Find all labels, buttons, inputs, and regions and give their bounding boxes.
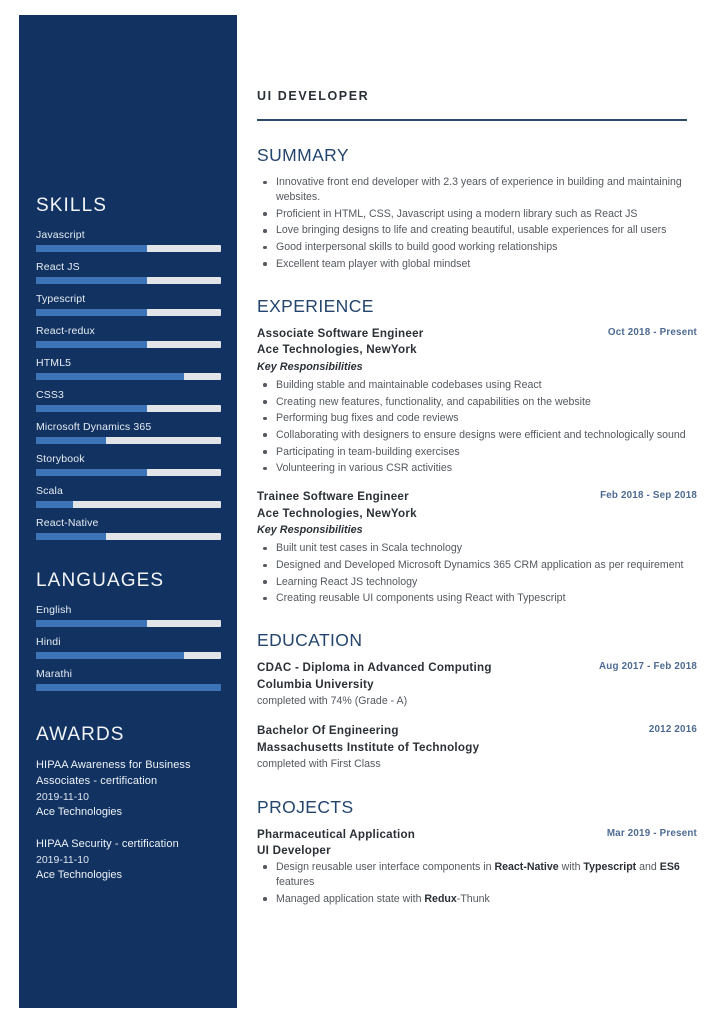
experience-entry [257,326,697,476]
skill-name: Microsoft Dynamics 365 [36,421,152,433]
skill-bar-fill [36,341,147,348]
skill-bar-fill [36,277,147,284]
bullet-item: Design reusable user interface components in React-Native with Typescript and ES6 features [257,860,697,890]
award-title: HIPAA Security - certification [36,838,179,851]
languages-heading: LANGUAGES [36,570,165,591]
summary-section [257,145,697,272]
bullet-item: Love bringing designs to life and creating beautiful, usable experiences for all users [257,223,697,238]
project-name: Pharmaceutical Application [257,828,416,842]
skill-bar-fill [36,245,147,252]
skill-row [36,453,220,476]
bullet-list [257,541,697,606]
skill-name: React JS [36,261,80,273]
entry-header [257,326,697,375]
experience-entry [257,489,697,606]
award-item [36,758,220,821]
skill-name: Javascript [36,229,85,241]
skill-bar-track [36,405,221,412]
skill-bar-fill [36,373,184,380]
education-section [257,630,697,773]
skill-bar-fill [36,469,147,476]
skill-bar-track [36,373,221,380]
language-name: English [36,604,72,616]
bullet-item: Proficient in HTML, CSS, Javascript using a modern library such as React JS [257,207,697,222]
entry-date: 2012 2016 [648,724,697,736]
title-divider [257,119,687,121]
bullet-item: Creating new features, functionality, and capabilities on the website [257,395,697,410]
skill-bar-fill [36,501,73,508]
awards-heading: AWARDS [36,724,125,745]
skill-name: Scala [36,485,64,497]
language-bar-fill [36,620,147,627]
main-content [257,0,697,920]
education-note: completed with 74% (Grade - A) [257,695,408,708]
language-bar-fill [36,684,221,691]
school-name: Massachusetts Institute of Technology [257,740,480,754]
skill-name: CSS3 [36,389,65,401]
skill-bar-track [36,469,221,476]
bullet-list [257,860,697,907]
award-title: HIPAA Awareness for Business Associates - certification [36,759,191,787]
language-bar-track [36,620,221,627]
entry-date: Aug 2017 - Feb 2018 [599,661,697,673]
skill-name: Typescript [36,293,86,305]
projects-list [257,827,697,907]
skill-bar-track [36,341,221,348]
project-entry [257,827,697,907]
bullet-list [257,175,697,272]
skill-name: React-redux [36,325,95,337]
skill-row [36,325,220,348]
award-org: Ace Technologies [36,869,123,882]
entry-date: Oct 2018 - Present [607,326,697,338]
bullet-item: Built unit test cases in Scala technology [257,541,697,556]
skills-section [36,195,220,540]
bullet-item: Learning React JS technology [257,575,697,590]
bullet-item: Managed application state with Redux-Thunk [257,892,697,907]
entry-role: Associate Software Engineer [257,326,424,340]
language-name: Marathi [36,668,73,680]
skill-bar-fill [36,533,106,540]
awards-list [36,758,220,884]
bullet-item: Designed and Developed Microsoft Dynamics 365 CRM application as per requirement [257,558,697,573]
entry-role: Trainee Software Engineer [257,490,409,504]
skill-row [36,293,220,316]
projects-heading: PROJECTS [257,797,354,818]
bullet-item: Excellent team player with global mindset [257,257,697,272]
skill-bar-track [36,309,221,316]
entry-org: Ace Technologies, NewYork [257,343,417,357]
page-title: UI DEVELOPER [257,89,370,103]
entry-header [257,489,697,538]
entry-date: Mar 2019 - Present [606,828,697,840]
bullet-list [257,378,697,476]
education-heading: EDUCATION [257,630,363,651]
skill-bar-track [36,533,221,540]
skill-bar-fill [36,405,147,412]
award-date: 2019-11-10 [36,790,89,803]
skill-name: React-Native [36,517,99,529]
skill-bar-track [36,437,221,444]
skill-bar-track [36,501,221,508]
award-item [36,837,220,884]
bullet-item: Volunteering in various CSR activities [257,461,697,476]
education-note: completed with First Class [257,758,381,771]
degree-name: Bachelor Of Engineering [257,724,399,738]
school-name: Columbia University [257,677,374,691]
language-row [36,604,220,627]
entry-org: Ace Technologies, NewYork [257,506,417,520]
entry-subheading: Key Responsibilities [257,524,363,537]
entry-date: Feb 2018 - Sep 2018 [600,490,697,502]
skill-row [36,261,220,284]
award-org: Ace Technologies [36,806,123,819]
skills-heading: SKILLS [36,195,108,216]
project-role: UI Developer [257,844,331,858]
languages-section [36,570,220,691]
summary-heading: SUMMARY [257,145,349,165]
skill-row [36,421,220,444]
skill-bar-fill [36,437,106,444]
skill-bar-track [36,245,221,252]
language-row [36,668,220,691]
bullet-item: Innovative front end developer with 2.3 years of experience in building and maintaining websites. [257,175,697,205]
education-list [257,660,697,773]
entry-header [257,723,697,756]
skill-bar-track [36,277,221,284]
bullet-item: Building stable and maintainable codebases using React [257,378,697,393]
projects-section [257,797,697,907]
award-date: 2019-11-10 [36,853,89,866]
bullet-item: Creating reusable UI components using React with Typescript [257,591,697,606]
skill-row [36,229,220,252]
entry-header [257,660,697,693]
bullet-item: Performing bug fixes and code reviews [257,411,697,426]
entry-subheading: Key Responsibilities [257,360,363,373]
skill-row [36,357,220,380]
sidebar [19,15,237,1008]
languages-list [36,604,220,691]
experience-heading: EXPERIENCE [257,295,374,316]
awards-section [36,724,220,884]
entry-header [257,827,697,860]
bullet-item: Participating in team-building exercises [257,445,697,460]
language-name: Hindi [36,636,61,648]
education-entry [257,660,697,710]
bullet-item: Good interpersonal skills to build good working relationships [257,240,697,255]
skill-row [36,517,220,540]
skill-row [36,389,220,412]
language-bar-fill [36,652,184,659]
language-row [36,636,220,659]
education-entry [257,723,697,773]
skill-bar-fill [36,309,147,316]
skill-name: Storybook [36,453,85,465]
skill-row [36,485,220,508]
bullet-item: Collaborating with designers to ensure designs were efficient and technologically sound [257,428,697,443]
skills-list [36,229,220,540]
language-bar-track [36,684,221,691]
experience-section [257,296,697,607]
language-bar-track [36,652,221,659]
experience-list [257,326,697,607]
degree-name: CDAC - Diploma in Advanced Computing [257,661,492,675]
skill-name: HTML5 [36,357,72,369]
